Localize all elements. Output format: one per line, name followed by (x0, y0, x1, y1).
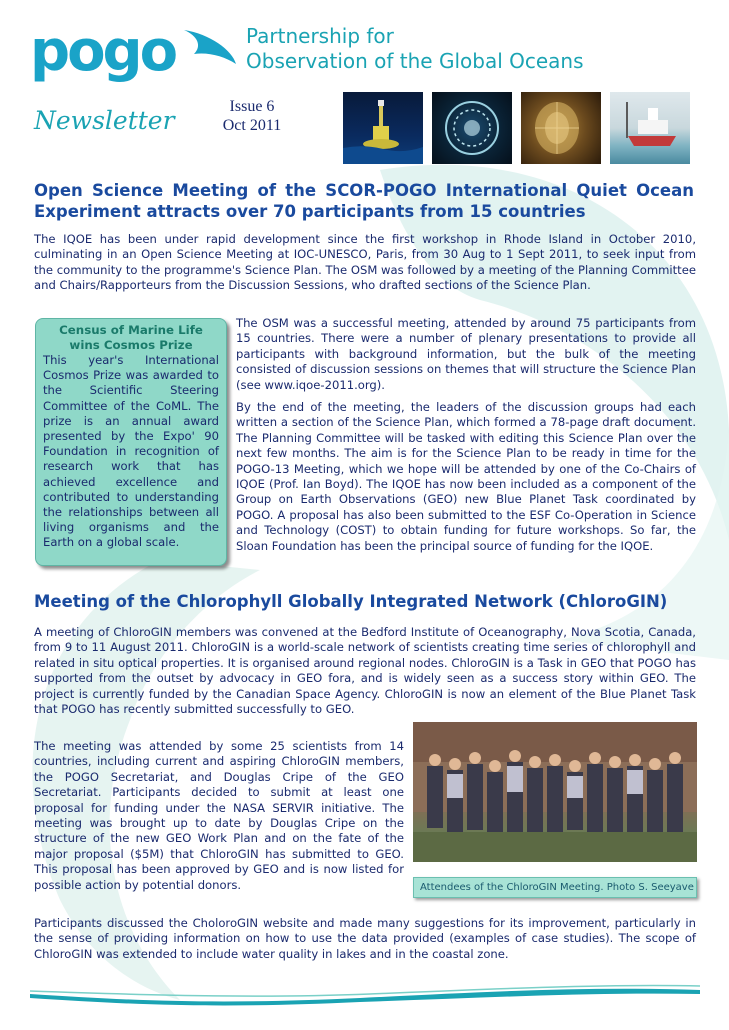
article-1-paragraph-2: The OSM was a successful meeting, attended by around 75 participants from 15 countries. There were a number of plenary presentations to provide all participants with background information, but the bulk of the meeting consisted of discussion sessions on themes that will structure the Science Plan (see www.iqoe-2011.org). (236, 316, 696, 392)
buoy-image (343, 92, 423, 164)
cosmos-prize-sidebar (35, 318, 227, 566)
ship-image (610, 92, 690, 164)
header-photo-buoy (343, 92, 423, 164)
organization-name (246, 24, 584, 74)
article-2-paragraph-1: A meeting of ChloroGIN members was convened at the Bedford Institute of Oceanography, Nova Scotia, Canada, from 9 to 11 August 2011. ChloroGIN is a world-scale network of scientists creating time series of chlorophyll and related in situ optical properties. It is organised around regional nodes. ChloroGIN is a Task in GEO that POGO has supported from the outset by advocacy in GEO fora, and is widely seen as a success story within GEO. The project is currently funded by the Canadian Space Agency. ChloroGIN is now an element of the Blue Planet Task that POGO has recently submitted successfully to GEO. (34, 625, 696, 717)
microorganism-image (521, 92, 601, 164)
org-name-line-2: Observation of the Global Oceans (246, 49, 584, 73)
article-2-paragraph-3: Participants discussed the CholoroGIN website and made many suggestions for its improvement, particularly in the sense of providing information on how to use the data provided (examples of case studies). The scope of ChloroGIN was extended to include water quality in lakes and in the coastal zone. (34, 916, 696, 961)
article-1-title: Open Science Meeting of the SCOR-POGO International Quiet Ocean Experiment attracts over 70 participants from 15 countries (34, 181, 694, 221)
newsletter-label: Newsletter (34, 106, 175, 135)
plankton-image (432, 92, 512, 164)
article-1-paragraph-1: The IQOE has been under rapid development since the first workshop in Rhode Island in October 2010, culminating in an Open Science Meeting at IOC-UNESCO, Paris, from 30 Aug to 1 Sept 2011, to seek input from the community to the programme's Science Plan. The OSM was followed by a meeting of the Planning Committee and Chairs/Rapporteurs from the Discussion Sessions, who drafted sections of the Science Plan. (34, 232, 696, 293)
header-photo-ship (610, 92, 690, 164)
article-1-paragraph-3: By the end of the meeting, the leaders of the discussion groups had each written a section of the Science Plan, which formed a 78-page draft document. The Planning Committee will be tasked with editing this Science Plan over the next few months. The aim is for the Science Plan to be ready in time for the POGO-13 Meeting, which we hope will be attended by one of the Co-Chairs of IQOE (Prof. Ian Boyd). The IQOE has now been included as a component of the Group on Earth Observations (GEO) new Blue Planet Task coordinated by POGO. A proposal has also been submitted to the ESF Co-Operation in Science and Technology (COST) to obtain funding for future workshops. So far, the Sloan Foundation has been the principal source of funding for the IQOE. (236, 400, 696, 553)
group-photo-caption: Attendees of the ChloroGIN Meeting. Photo S. Seeyave (413, 877, 697, 898)
group-photo-image (413, 722, 697, 862)
article-2-paragraph-2: The meeting was attended by some 25 scientists from 14 countries, including current and aspiring ChloroGIN members, the POGO Secretariat, and Douglas Cripe of the GEO Secretariat. Participants decided to submit at least one proposal for funding under the NASA SERVIR initiative. The meeting was brought up to date by Douglas Cripe on the structure of the new GEO Work Plan and on the fate of the major proposal ($5M) that ChloroGIN has submitted to GEO. This proposal has been approved by GEO and is now listed for possible action by potential donors. (34, 739, 404, 892)
sidebar-body: This year's International Cosmos Prize was awarded to the Scientific Steering Committee of the CoML. The prize is an annual award presented by the Expo' 90 Foundation in recognition of research work that has achieved excellence and contributed to understanding the relationships between all living organisms and the Earth on a global scale. (43, 353, 219, 550)
issue-date: Oct 2011 (222, 117, 282, 134)
issue-number: Issue 6 (229, 98, 275, 115)
org-name-line-1: Partnership for (246, 24, 394, 48)
article-2-title: Meeting of the Chlorophyll Globally Integrated Network (ChloroGIN) (34, 592, 668, 611)
issue-info (212, 97, 292, 135)
header-photo-plankton (432, 92, 512, 164)
logo-fin-icon (180, 24, 240, 88)
sidebar-title: Census of Marine Life wins Cosmos Prize (59, 323, 203, 352)
pogo-logo (30, 19, 230, 102)
logo-wordmark: pogo (30, 19, 176, 84)
bottom-wave-divider (30, 982, 700, 1006)
header-photo-microorganism (521, 92, 601, 164)
chlorogin-group-photo (413, 722, 697, 862)
